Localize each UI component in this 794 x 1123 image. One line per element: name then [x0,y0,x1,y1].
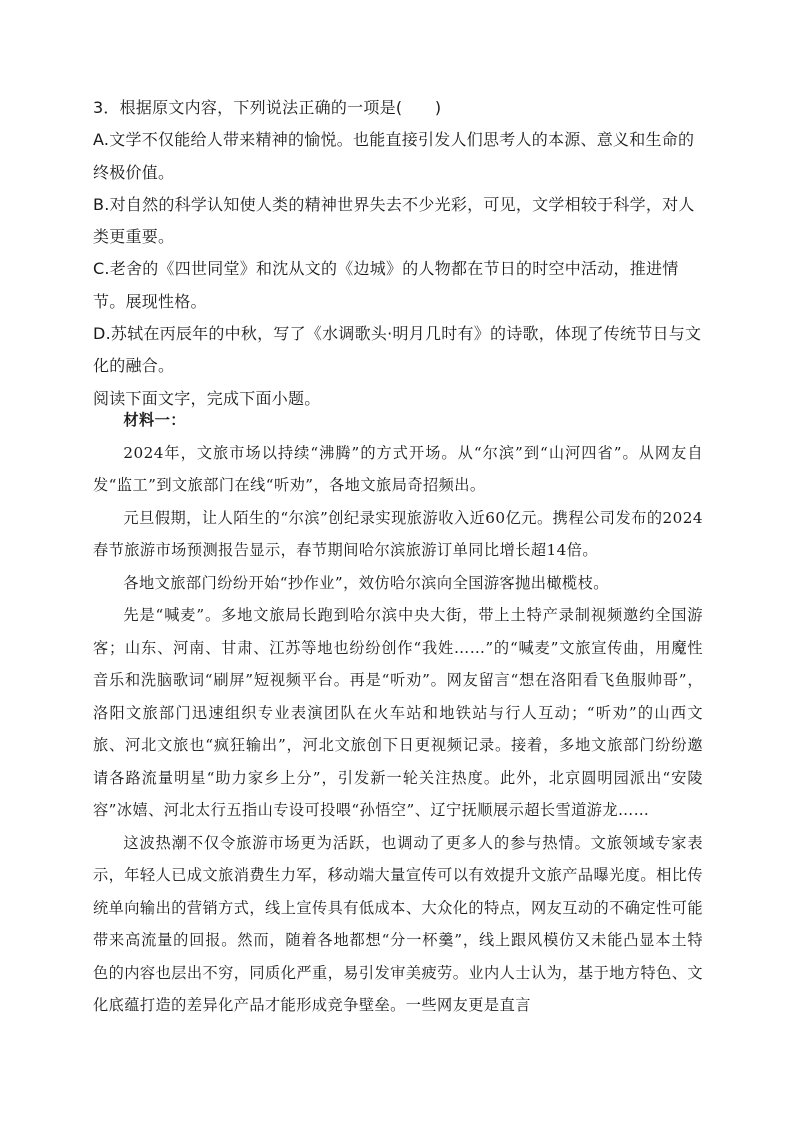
material-paragraph: 这波热潮不仅令旅游市场更为活跃，也调动了更多人的参与热情。文旅领域专家表示，年轻人已成文旅消费生力军，移动端大量宣传可以有效提升文旅产品曝光度。相比传统单向输出的营销方式，线上宣传具有低成本、大众化的特点，网友互动的不确定性可能带来高流量的回报。然而，随着各地都想“分一杯羹”，线上跟风模仿又未能凸显本土特色的内容也层出不穷，同质化严重，易引发审美疲劳。业内人士认为，基于地方特色、文化底蕴打造的差异化产品才能形成竞争壁垒。一些网友更是直言 [93,833,703,1014]
material-paragraph: 先是“喊麦”。多地文旅局长跑到哈尔滨中央大街，带上土特产录制视频邀约全国游客；山东、河南、甘肃、江苏等地也纷纷创作“我姓……”的“喊麦”文旅宣传曲，用魔性音乐和洗脑歌词“刷屏”短视频平台。再是“听劝”。网友留言“想在洛阳看飞鱼服帅哥”，洛阳文旅部门迅速组织专业表演团队在火车站和地铁站与行人互动；“听劝”的山西文旅、河北文旅也“疯狂输出”，河北文旅创下日更视频记录。接着，多地文旅部门纷纷邀请各路流量明星“助力家乡上分”，引发新一轮关注热度。此外，北京圆明园派出“安陵容”冰嬉、河北太行五指山专设可投喂“孙悟空”、辽宁抚顺展示超长雪道游龙…… [93,606,703,819]
question-stem: 3．根据原文内容，下列说法正确的一项是( ) [93,98,442,117]
material-paragraph: 元旦假期，让人陌生的“尔滨”创纪录实现旅游收入近60亿元。携程公司发布的2024春节旅游市场预测报告显示，春节期间哈尔滨旅游订单同比增长超14倍。 [93,508,703,559]
material-block [93,404,703,1022]
option-d: D.苏轼在丙辰年的中秋，写了《水调歌头·明月几时有》的诗歌，体现了传统节日与文化的融合。 [93,324,702,376]
question-block [93,92,703,415]
material-paragraph: 各地文旅部门纷纷开始“抄作业”，效仿哈尔滨向全国游客抛出橄榄枝。 [123,573,609,592]
option-c: C.老舍的《四世同堂》和沈从文的《边城》的人物都在节日的时空中活动，推进情节。展现性格。 [93,259,679,311]
option-b: B.对自然的科学认知使人类的精神世界失去不少光彩，可见，文学相较于科学，对人类更重要。 [93,194,695,247]
material-paragraph: 2024年，文旅市场以持续“沸腾”的方式开场。从“尔滨”到“山河四省”。从网友自发“监工”到文旅部门在线“听劝”，各地文旅局奇招频出。 [93,443,703,494]
reading-instruction: 阅读下面文字，完成下面小题。 [93,388,321,408]
material-heading: 材料一： [123,411,186,429]
option-a: A.文学不仅能给人带来精神的愉悦。也能直接引发人们思考人的本源、意义和生命的终极价值。 [93,130,695,182]
